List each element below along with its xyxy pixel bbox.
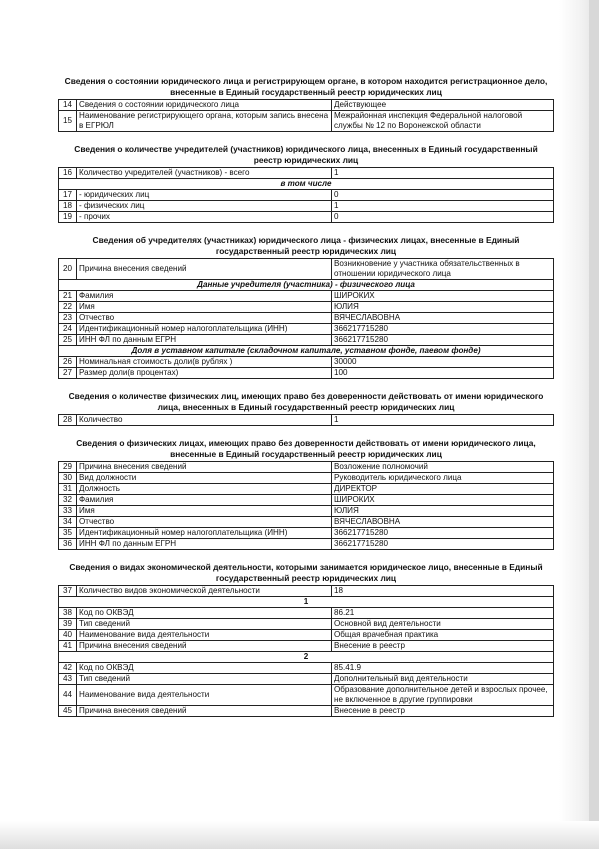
row-label: Фамилия [77, 495, 332, 506]
scan-shadow-bottom [0, 821, 599, 849]
row-number: 35 [59, 528, 77, 539]
row-number: 31 [59, 484, 77, 495]
table-row [59, 212, 554, 223]
row-label: Количество видов экономической деятельности [77, 586, 332, 597]
row-number: 22 [59, 302, 77, 313]
subheader-cell: Доля в уставном капитале (складочном капитале, уставном фонде, паевом фонде) [59, 346, 554, 357]
table-row [59, 302, 554, 313]
row-number: 17 [59, 190, 77, 201]
row-label: Имя [77, 506, 332, 517]
row-number: 26 [59, 357, 77, 368]
row-value: ЮЛИЯ [332, 506, 554, 517]
table-row [59, 291, 554, 302]
row-label: Причина внесения сведений [77, 462, 332, 473]
row-value: ВЯЧЕСЛАВОВНА [332, 313, 554, 324]
row-number: 37 [59, 586, 77, 597]
row-value: Основной вид деятельности [332, 619, 554, 630]
row-value: ВЯЧЕСЛАВОВНА [332, 517, 554, 528]
row-value: Возложение полномочий [332, 462, 554, 473]
row-value: Дополнительный вид деятельности [332, 674, 554, 685]
row-value: 0 [332, 212, 554, 223]
row-label: Наименование вида деятельности [77, 630, 332, 641]
row-number: 19 [59, 212, 77, 223]
subheader-cell: Данные учредителя (участника) - физического лица [59, 280, 554, 291]
table-row [59, 168, 554, 179]
row-label: Фамилия [77, 291, 332, 302]
egrul-extract-page [58, 76, 554, 717]
table-row [59, 597, 554, 608]
row-value: ЮЛИЯ [332, 302, 554, 313]
row-label: Тип сведений [77, 619, 332, 630]
table-row [59, 462, 554, 473]
row-label: Наименование регистрирующего органа, которым запись внесена в ЕГРЮЛ [77, 111, 332, 132]
table-row [59, 517, 554, 528]
row-label: Код по ОКВЭД [77, 663, 332, 674]
row-label: Причина внесения сведений [77, 641, 332, 652]
section-table [58, 167, 554, 223]
row-number: 36 [59, 539, 77, 550]
table-row [59, 685, 554, 706]
row-value: Общая врачебная практика [332, 630, 554, 641]
row-number: 15 [59, 111, 77, 132]
table-row [59, 528, 554, 539]
table-row [59, 539, 554, 550]
scan-edge-right [589, 0, 599, 849]
table-row [59, 706, 554, 717]
row-label: - физических лиц [77, 201, 332, 212]
table-row [59, 368, 554, 379]
row-label: Причина внесения сведений [77, 259, 332, 280]
table-row [59, 608, 554, 619]
table-row [59, 484, 554, 495]
row-value: Внесение в реестр [332, 706, 554, 717]
row-value: ШИРОКИХ [332, 291, 554, 302]
row-number: 18 [59, 201, 77, 212]
section-table [58, 414, 554, 426]
row-number: 45 [59, 706, 77, 717]
row-number: 24 [59, 324, 77, 335]
row-label: Сведения о состоянии юридического лица [77, 100, 332, 111]
table-row [59, 506, 554, 517]
section-title: Сведения о видах экономической деятельности, которыми занимается юридическое лицо, внесенные в Единый государственный реестр юридических лиц [69, 562, 543, 583]
section-title: Сведения о состоянии юридического лица и регистрирующем органе, в котором находится регистрационное дело, внесенные в Единый государственный реестр юридических лиц [64, 76, 548, 97]
row-label: - юридических лиц [77, 190, 332, 201]
row-number: 23 [59, 313, 77, 324]
table-row [59, 357, 554, 368]
row-number: 29 [59, 462, 77, 473]
row-label: ИНН ФЛ по данным ЕГРН [77, 335, 332, 346]
row-number: 34 [59, 517, 77, 528]
row-value: 30000 [332, 357, 554, 368]
row-label: Отчество [77, 517, 332, 528]
row-number: 33 [59, 506, 77, 517]
row-number: 43 [59, 674, 77, 685]
row-number: 30 [59, 473, 77, 484]
table-row [59, 259, 554, 280]
row-number: 44 [59, 685, 77, 706]
row-value: Руководитель юридического лица [332, 473, 554, 484]
table-row [59, 111, 554, 132]
row-value: 1 [332, 201, 554, 212]
row-number: 38 [59, 608, 77, 619]
row-label: ИНН ФЛ по данным ЕГРН [77, 539, 332, 550]
row-label: Отчество [77, 313, 332, 324]
row-label: Должность [77, 484, 332, 495]
row-label: Идентификационный номер налогоплательщика (ИНН) [77, 324, 332, 335]
row-label: Наименование вида деятельности [77, 685, 332, 706]
row-number: 21 [59, 291, 77, 302]
row-number: 16 [59, 168, 77, 179]
row-number: 14 [59, 100, 77, 111]
row-value: Образование дополнительное детей и взрослых прочее, не включенное в другие группировки [332, 685, 554, 706]
table-row [59, 652, 554, 663]
row-value: 18 [332, 586, 554, 597]
table-row [59, 100, 554, 111]
table-row [59, 179, 554, 190]
row-number: 28 [59, 415, 77, 426]
section-title: Сведения о физических лицах, имеющих право без доверенности действовать от имени юридического лица, внесенные в Единый государственный реестр юридических лиц [76, 438, 536, 459]
row-number: 27 [59, 368, 77, 379]
table-row [59, 190, 554, 201]
subheader-cell: в том числе [59, 179, 554, 190]
row-value: 1 [332, 168, 554, 179]
section-table [58, 585, 554, 717]
table-row [59, 473, 554, 484]
row-value: 0 [332, 190, 554, 201]
row-value: Внесение в реестр [332, 641, 554, 652]
table-row [59, 335, 554, 346]
row-number: 39 [59, 619, 77, 630]
row-label: Номинальная стоимость доли(в рублях ) [77, 357, 332, 368]
table-row [59, 586, 554, 597]
row-value: Действующее [332, 100, 554, 111]
table-row [59, 346, 554, 357]
row-label: Имя [77, 302, 332, 313]
row-number: 40 [59, 630, 77, 641]
row-value: 100 [332, 368, 554, 379]
table-row [59, 324, 554, 335]
table-row [59, 641, 554, 652]
subheader-cell: 2 [59, 652, 554, 663]
row-value: 366217715280 [332, 539, 554, 550]
table-row [59, 495, 554, 506]
row-label: Идентификационный номер налогоплательщика (ИНН) [77, 528, 332, 539]
row-value: Возникновение у участника обязательственных в отношении юридического лица [332, 259, 554, 280]
row-value: ШИРОКИХ [332, 495, 554, 506]
row-label: - прочих [77, 212, 332, 223]
table-row [59, 280, 554, 291]
section-table [58, 461, 554, 550]
row-number: 25 [59, 335, 77, 346]
row-label: Код по ОКВЭД [77, 608, 332, 619]
row-value: 366217715280 [332, 528, 554, 539]
table-row [59, 415, 554, 426]
row-number: 32 [59, 495, 77, 506]
table-row [59, 313, 554, 324]
section-title: Сведения об учредителях (участниках) юридического лица - физических лицах, внесенные в Единый государственный реестр юридических лиц [92, 235, 520, 256]
section-table [58, 99, 554, 132]
row-value: 85.41.9 [332, 663, 554, 674]
table-row [59, 663, 554, 674]
section-table [58, 258, 554, 379]
section-title: Сведения о количестве физических лиц, имеющих право без доверенности действовать от имени юридического лица, внесенных в Единый государственный реестр юридических лиц [68, 391, 544, 412]
section-title: Сведения о количестве учредителей (участников) юридического лица, внесенных в Единый государственный реестр юридических лиц [74, 144, 538, 165]
row-number: 41 [59, 641, 77, 652]
row-value: ДИРЕКТОР [332, 484, 554, 495]
row-label: Размер доли(в процентах) [77, 368, 332, 379]
table-row [59, 201, 554, 212]
row-label: Тип сведений [77, 674, 332, 685]
row-value: Межрайонная инспекция Федеральной налоговой службы № 12 по Воронежской области [332, 111, 554, 132]
row-number: 42 [59, 663, 77, 674]
row-number: 20 [59, 259, 77, 280]
row-label: Количество учредителей (участников) - всего [77, 168, 332, 179]
row-label: Количество [77, 415, 332, 426]
row-value: 366217715280 [332, 335, 554, 346]
row-value: 1 [332, 415, 554, 426]
row-label: Причина внесения сведений [77, 706, 332, 717]
row-value: 366217715280 [332, 324, 554, 335]
subheader-cell: 1 [59, 597, 554, 608]
table-row [59, 630, 554, 641]
table-row [59, 619, 554, 630]
table-row [59, 674, 554, 685]
row-label: Вид должности [77, 473, 332, 484]
row-value: 86.21 [332, 608, 554, 619]
